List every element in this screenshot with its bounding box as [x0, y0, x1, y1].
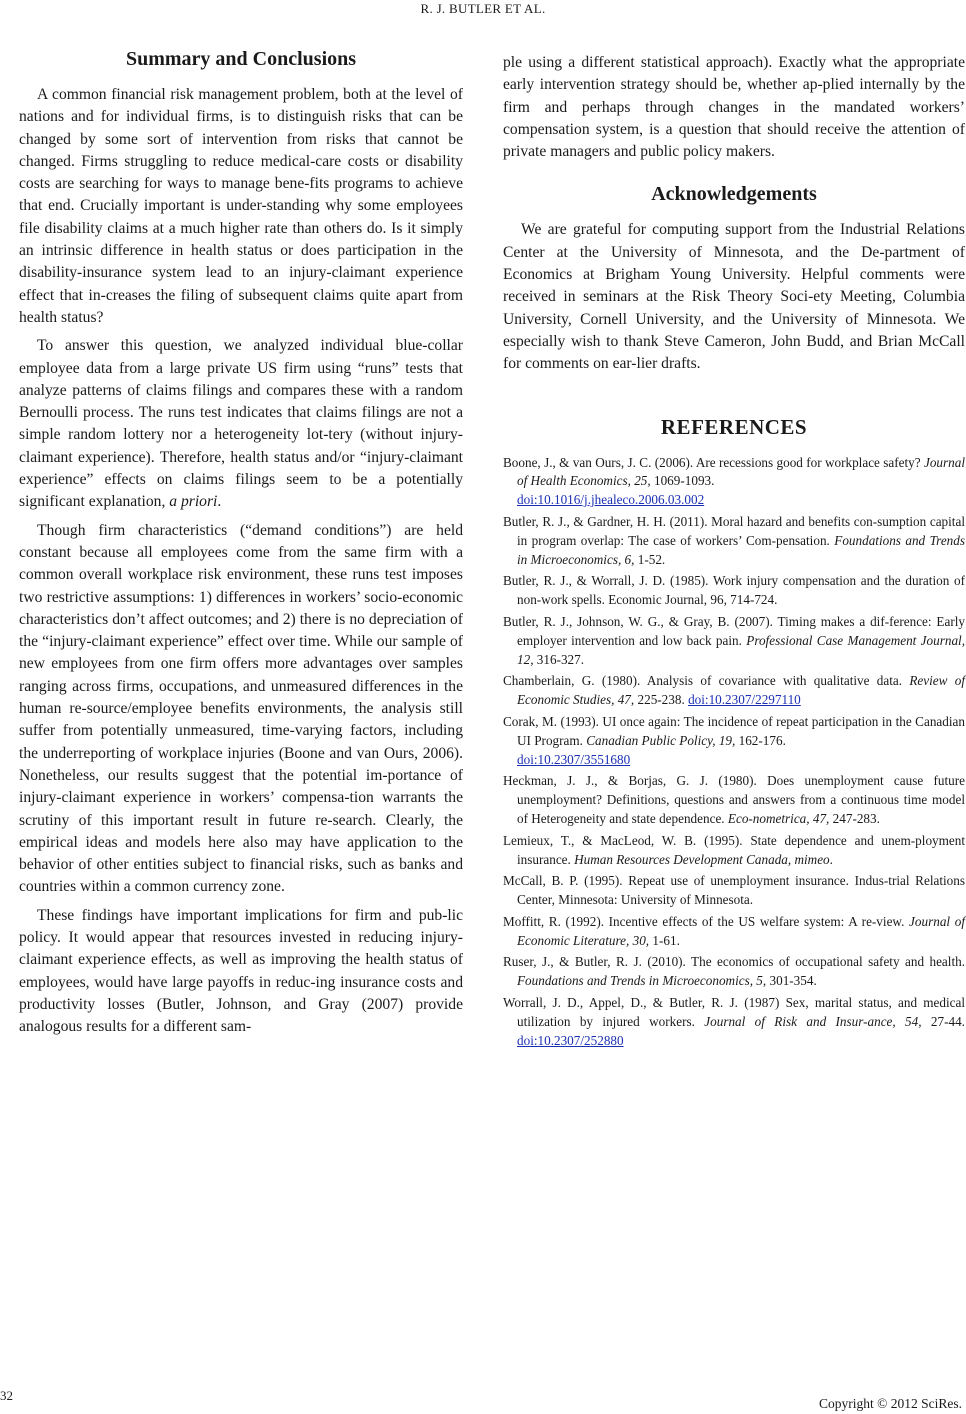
paragraph-2-period: .: [217, 493, 222, 511]
left-column: [19, 46, 463, 1038]
reference-journal: Journal of Economic Literature, 30,: [517, 913, 965, 948]
acknowledgements-heading: Acknowledgements: [651, 183, 817, 206]
doi-link[interactable]: doi:10.2307/2297110: [688, 692, 801, 708]
reference-item: [503, 672, 965, 710]
reference-item: [503, 713, 965, 769]
reference-journal: Review of Economic Studies, 47,: [517, 673, 965, 708]
reference-text: Corak, M. (1993). UI once again: The incidence of repeat participation in the Canadian UI Program.: [503, 713, 965, 748]
reference-journal: Journal of Risk and Insur-ance, 54,: [704, 1013, 922, 1029]
reference-text: Ruser, J., & Butler, R. J. (2010). The economics of occupational safety and health.: [503, 954, 965, 970]
reference-text: Boone, J., & van Ours, J. C. (2006). Are recessions good for workplace safety?: [503, 454, 924, 470]
paragraph-3: Though firm characteristics (“demand conditions”) are held constant because all employees come from the same firm with a common overall workplace risk environment, these runs test imposes two restrictive assumptions: 1) differences in workers’ socio-economic characteristics don’t affect outcomes; and 2) there is no depreciation of the “injury-claimant experience” effect over time. While our sample of new employees from one firm offers more advantages over samples ranging across firms, occupations, and unmeasured differences in the human re-source/employee benefits environments, the analysis still suffer from potentially unmeasured, time-varying factors, including the underreporting of workplace injuries (Boone and van Ours, 2006). Nonetheless, our results suggest that the potential im-portance of injury-claimant experience in workers’ compensa-tion warrants the scrutiny of this important result in future re-search. Clearly, the empirical ideas and models here also may have application to the behavior of other entities subject to financial risks, such as banks and countries within a common currency zone.: [19, 521, 463, 896]
reference-journal: Foundations and Trends in Microeconomics, 5,: [517, 973, 767, 989]
reference-text: Butler, R. J., & Worrall, J. D. (1985). Work injury compensation and the duration of non-work spells. Economic Journal, 96, 714-724.: [503, 573, 965, 608]
paragraph-4: These findings have important implications for firm and pub-lic policy. It would appear that resources invested in reducing injury-claimant experience effects, as well as improving the health status of employees, would have large payoffs in reduc-ing insurance costs and productivity losses (Butler, Johnson, and Gray (2007) provide analogous results for a different sam-: [19, 906, 463, 1036]
reference-journal: Canadian Public Policy, 19,: [586, 732, 736, 748]
paragraph-2-text: To answer this question, we analyzed individual blue-collar employee data from a large private US firm using “runs” tests that analyze patterns of claims filings and compares these with a random Bernoulli process. The runs test indicates that claims filings are not a simple random lottery nor a heterogeneity lot-tery (without injury-claimant experience). Therefore, health status and/or “injury-claimant experience” effects on claims filings seem to be a potentially significant explanation,: [19, 337, 463, 511]
summary-heading: Summary and Conclusions: [125, 48, 357, 70]
running-head: R. J. BUTLER ET AL.: [420, 1, 546, 16]
reference-text: Worrall, J. D., Appel, D., & Butler, R. J. (1987) Sex, marital status, and medical utilization by injured workers.: [503, 995, 965, 1029]
page-number: 32: [0, 1388, 13, 1403]
reference-pages: 247-283.: [829, 810, 880, 826]
reference-list: [503, 454, 965, 1051]
reference-pages: .: [829, 851, 833, 867]
reference-pages: 1-52.: [634, 551, 666, 567]
references-heading: REFERENCES: [660, 414, 808, 439]
reference-journal: Foundations and Trends in Microeconomics, 6,: [517, 532, 965, 567]
doi-link[interactable]: doi:10.2307/252880: [517, 1032, 624, 1048]
reference-pages: 1069-1093.: [650, 473, 715, 489]
reference-text: Chamberlain, G. (1980). Analysis of covariance with qualitative data.: [503, 673, 910, 689]
reference-item: [503, 913, 965, 951]
continuation-paragraph: ple using a different statistical approach). Exactly what the appropriate early intervention strategy should be, whether ap-plied internally by the firm and perhaps through changes in the mandated workers’ compensation system, is a question that should receive the attention of private managers and public policy makers.: [503, 54, 965, 161]
a-priori-italic: a priori: [169, 493, 218, 511]
reference-item: [503, 953, 965, 991]
reference-item: [503, 454, 965, 510]
right-column: [503, 52, 965, 1053]
acknowledgements-text: We are grateful for computing support from the Industrial Relations Center at the University of Minnesota, and the De-partment of Economics at Brigham Young University. Helpful comments were received in seminars at the Risk Theory Soci-ety Meeting, Columbia University, Cornell University, and the University of Minnesota. We especially wish to thank Steve Cameron, John Budd, and Brian McCall for comments on ear-lier drafts.: [503, 221, 965, 373]
reference-item: [503, 872, 965, 910]
reference-journal: Professional Case Management Journal, 12,: [517, 632, 965, 667]
reference-item: [503, 572, 965, 610]
copyright-notice: Copyright © 2012 SciRes.: [818, 1396, 962, 1411]
paragraph-2: [19, 335, 463, 513]
reference-item: [503, 832, 965, 870]
reference-item: [503, 513, 965, 569]
reference-pages: 162-176.: [735, 732, 786, 748]
reference-text: Moffitt, R. (1992). Incentive effects of the US welfare system: A re-view.: [503, 913, 910, 929]
reference-pages: 225-238.: [634, 692, 689, 708]
reference-text: Butler, R. J., Johnson, W. G., & Gray, B. (2007). Timing makes a dif-ference: Early employer intervention and low back pain.: [503, 613, 965, 648]
reference-pages: 316-327.: [533, 651, 585, 667]
reference-text: Butler, R. J., & Gardner, H. H. (2011). Moral hazard and benefits con-sumption capital in program overlap: The case of workers’ Com-pensation.: [503, 513, 965, 548]
reference-pages: 301-354.: [766, 973, 817, 989]
reference-item: [503, 613, 965, 669]
doi-link[interactable]: doi:10.2307/3551680: [517, 751, 631, 767]
reference-pages: 27-44.: [921, 1013, 965, 1029]
doi-link[interactable]: doi:10.1016/j.jhealeco.2006.03.002: [517, 492, 705, 508]
reference-journal: Eco-nometrica, 47,: [727, 810, 830, 826]
reference-item: [503, 994, 965, 1050]
reference-pages: 1-61.: [649, 932, 680, 948]
reference-text: McCall, B. P. (1995). Repeat use of unemployment insurance. Indus-trial Relations Center, Minnesota: University of Minnesota.: [503, 873, 965, 908]
reference-journal: Human Resources Development Canada, mimeo: [574, 851, 830, 867]
reference-item: [503, 772, 965, 828]
reference-text: Lemieux, T., & MacLeod, W. B. (1995). State dependence and unem-ployment insurance.: [503, 832, 965, 867]
reference-journal: Journal of Health Economics, 25,: [517, 454, 965, 489]
reference-text: Heckman, J. J., & Borjas, G. J. (1980). Does unemployment cause future unemployment? Definitions, questions and answers from a continuous time model of Heterogeneity and state dependence.: [503, 773, 965, 826]
paragraph-1: A common financial risk management problem, both at the level of nations and for individual firms, is to distinguish risks that can be changed by some sort of intervention from risks that cannot be changed. Firms struggling to reduce medical-care costs or disability costs are searching for ways to manage bene-fits programs to achieve that end. Crucially important is under-standing why some employees file disability claims at a much higher rate than others do. Is it simply an intrinsic difference in health status or does participation in the disability-insurance system lead to an injury-claimant experience effect that in-creases the filing of subsequent claims quite apart from health status?: [19, 86, 463, 326]
